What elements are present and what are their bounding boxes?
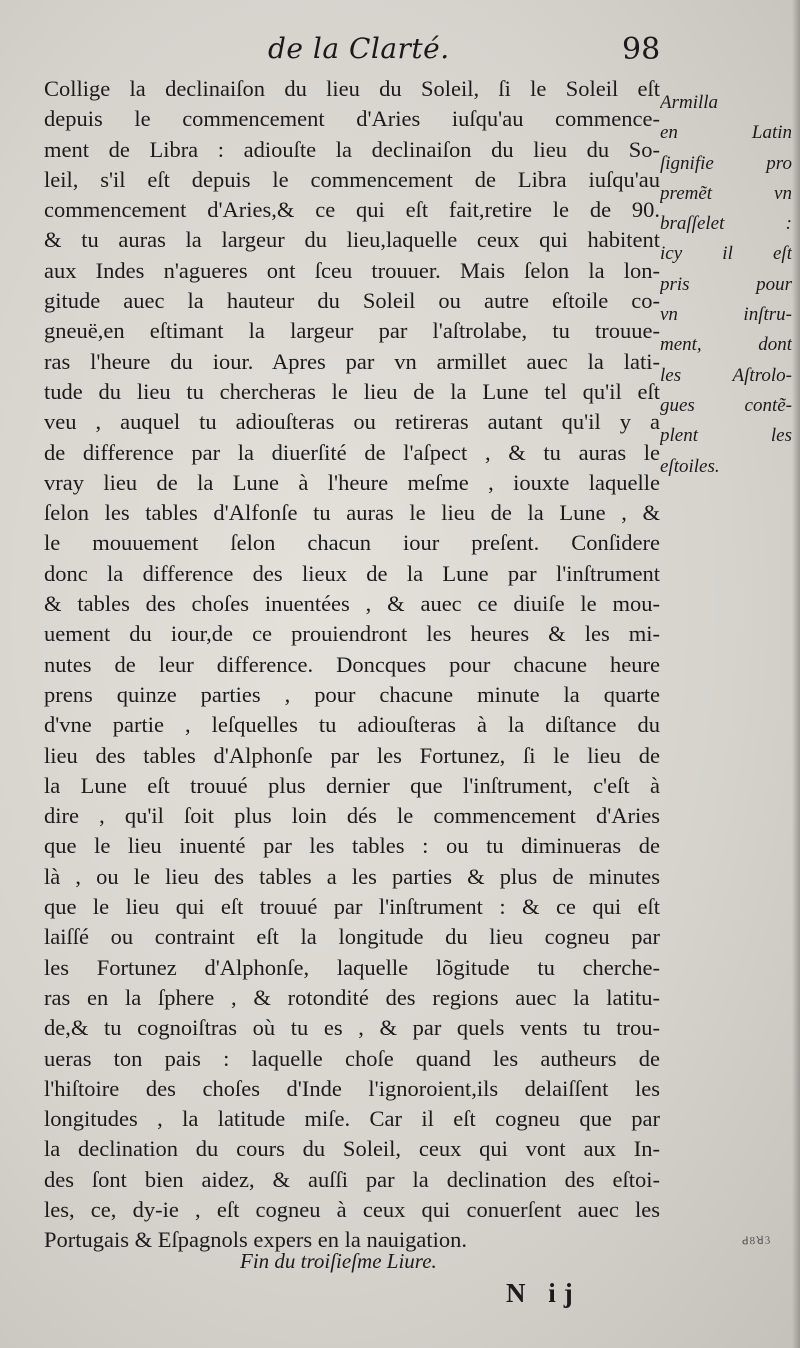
text-line: gneuë,en eſtimant la largeur par l'aſtrolabe, tu trouue- (44, 318, 660, 344)
page-edge-shadow (792, 0, 800, 1348)
margin-line: pris pour (660, 273, 792, 295)
margin-line: plent les (660, 425, 792, 447)
margin-line: en Latin (660, 122, 792, 144)
text-line: lieu des tables d'Alphonſe par les Fortunez, ſi le lieu de (44, 742, 660, 768)
text-line: nutes de leur difference. Doncques pour chacune heure (44, 651, 660, 677)
page-number: 98 (622, 32, 661, 67)
text-line: Portugais & Eſpagnols expers en la nauigation. (44, 1227, 468, 1253)
book-end-note: Fin du troiſieſme Liure. (240, 1249, 437, 1273)
text-line: uement du iour,de ce prouiendront les heures & les mi- (44, 621, 660, 647)
text-line: commencement d'Aries,& ce qui eſt fait,retire le de 90. (44, 197, 660, 223)
text-line: là , ou le lieu des tables a les parties & plus de minutes (44, 863, 660, 889)
text-line: depuis le commencement d'Aries iuſqu'au commence- (44, 106, 660, 132)
text-line: prens quinze parties , pour chacune minute la quarte (44, 681, 660, 707)
margin-line: ſignifie pro (660, 152, 792, 174)
text-line: d'vne partie , leſquelles tu adiouſteras à la diſtance du (44, 712, 660, 738)
text-line: de,& tu cognoiſtras où tu es , & par quels vents tu trou- (44, 1015, 660, 1041)
margin-line: ment, dont (660, 334, 792, 356)
text-line: gitude auec la hauteur du Soleil ou autre eſtoile co- (44, 288, 660, 314)
text-line: la Lune eſt trouué plus dernier que l'inſtrument, c'eſt à (44, 772, 660, 798)
text-line: longitudes , la latitude miſe. Car il eſt cogneu que par (44, 1106, 660, 1132)
running-head (0, 18, 800, 68)
text-line: les Fortunez d'Alphonſe, laquelle lõgitude tu cherche- (44, 954, 660, 980)
margin-line: braſſelet : (660, 213, 792, 235)
text-line: ras l'heure du iour. Apres par vn armillet auec la lati- (44, 348, 660, 374)
text-line: des ſont bien aidez, & auſſi par la declination des eſtoi- (44, 1166, 660, 1192)
margin-line: premẽt vn (660, 182, 792, 204)
text-line: ment de Libra : adiouſte la declinaiſon du lieu du So- (44, 136, 660, 162)
signature-mark: N ij (506, 1278, 581, 1308)
text-line: de difference par la diuerſité de l'aſpect , & tu auras le (44, 439, 660, 465)
margin-line: vn inſtru- (660, 304, 792, 326)
text-line: ſelon les tables d'Alfonſe tu auras le lieu de la Lune , & (44, 500, 660, 526)
margin-line: Armilla (660, 92, 719, 113)
margin-line: les Aſtrolo- (660, 364, 792, 386)
text-line: tude du lieu tu chercheras le lieu de la Lune tel qu'il eſt (44, 378, 660, 404)
text-line: ueras ton pais : laquelle choſe quand les autheurs de (44, 1045, 660, 1071)
text-line: veu , auquel tu adiouſteras ou retireras autant qu'il y a (44, 409, 660, 435)
text-line: que le lieu qui eſt trouué par l'inſtrument : & ce qui eſt (44, 894, 660, 920)
text-line: & tables des choſes inuentées , & auec ce diuiſe le mou- (44, 591, 660, 617)
text-line: la declination du cours du Soleil, ceux qui vont aux In- (44, 1136, 660, 1162)
text-line: Collige la declinaiſon du lieu du Soleil, ſi le Soleil eſt (44, 76, 660, 101)
marginal-note (660, 88, 792, 482)
text-line: aux Indes n'agueres ont ſceu trouuer. Mais ſelon la lon- (44, 257, 660, 283)
text-line: laiſſé ou contraint eſt la longitude du lieu cogneu par (44, 924, 660, 950)
text-line: les, ce, dy-ie , eſt cogneu à ceux qui conuerſent auec les (44, 1196, 660, 1222)
running-title: de la Clarté. (268, 32, 450, 65)
margin-line: eſtoiles. (660, 455, 720, 477)
main-text-block (44, 74, 660, 1256)
text-line: donc la difference des lieux de la Lune par l'inſtrument (44, 560, 660, 586)
text-line: ras en la ſphere , & rotondité des regions auec la latitu- (44, 984, 660, 1010)
margin-line: gues contẽ- (660, 394, 792, 416)
text-line: le mouuement ſelon chacun iour preſent. Conſidere (44, 530, 660, 556)
text-line: leil, s'il eſt depuis le commencement de Libra iuſqu'au (44, 166, 660, 192)
text-line: dire , qu'il ſoit plus loin dés le commencement d'Aries (44, 803, 660, 829)
text-line: & tu auras la largeur du lieu,laquelle ceux qui habitent (44, 227, 660, 253)
text-line: l'hiſtoire des choſes d'Inde l'ignoroient,ils delaiſſent les (44, 1075, 660, 1101)
library-stamp: ꓒ8ꓤ3 (741, 1234, 772, 1248)
margin-line: icy il eſt (660, 243, 792, 265)
text-line: vray lieu de la Lune à l'heure meſme , iouxte laquelle (44, 469, 660, 495)
text-line: que le lieu inuenté par les tables : ou tu diminueras de (44, 833, 660, 859)
